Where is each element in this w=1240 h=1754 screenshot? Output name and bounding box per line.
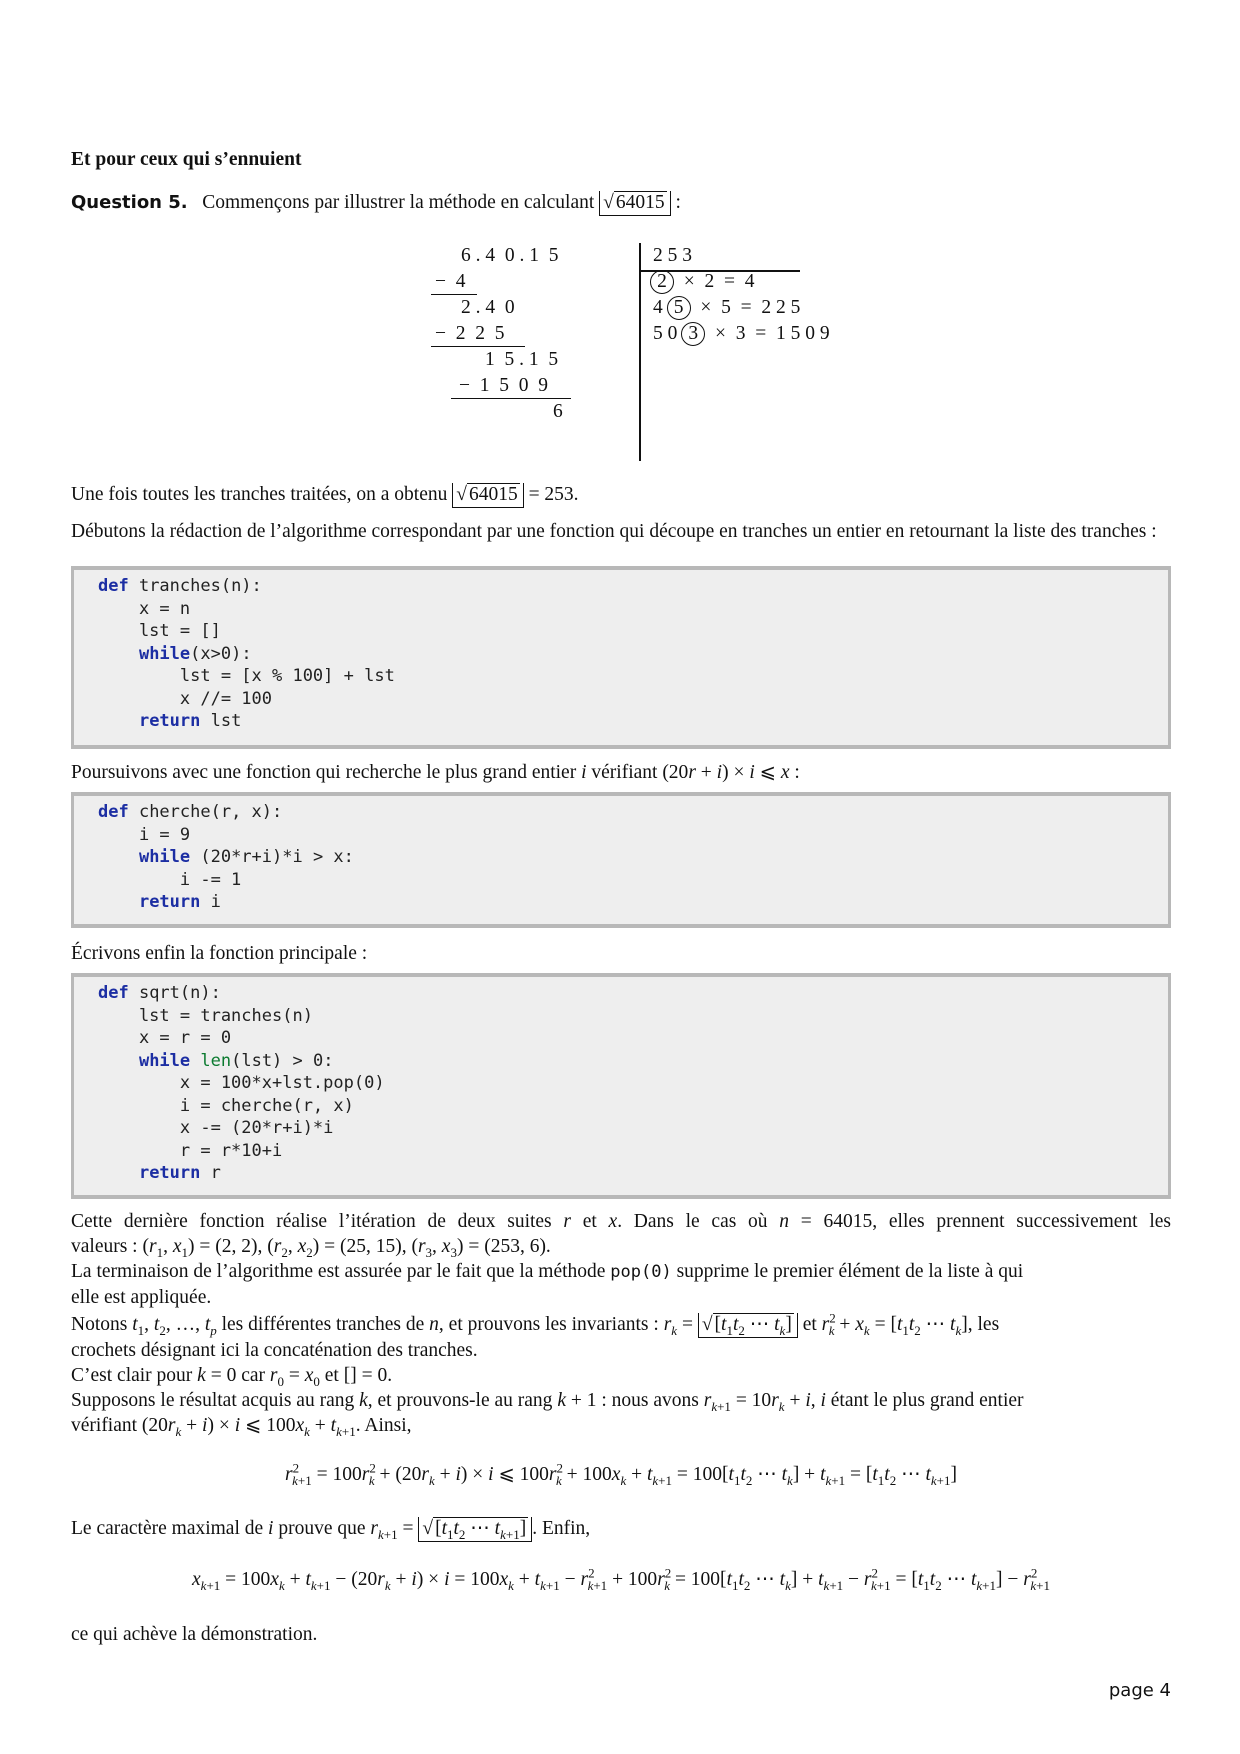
step-3: 5 0 3 × 3 = 1 5 0 9 <box>653 323 830 344</box>
row-rem2: 1 5 . 1 5 <box>485 349 559 370</box>
question-colon: : <box>675 192 681 213</box>
floor-sqrt: √ [$t_1t_2$ ⋯ $t_{k+1}$] <box>418 1517 532 1542</box>
radicand: 64015 <box>615 192 665 213</box>
proof-paragraph <box>71 1209 1171 1438</box>
vertical-rule <box>639 243 641 461</box>
para-line-1: Cette dernière fonction réalise l’itération de deux suites r et x. Dans le cas où n = 64015, elles prennent successivement les <box>71 1211 1171 1232</box>
floor-sqrt: √ 64015 <box>599 191 670 216</box>
question-text: Commençons par illustrer la méthode en calculant <box>202 192 595 213</box>
question-label: Question 5. <box>71 192 188 213</box>
code-cherche: def cherche(r, x): i = 9 while (20*r+i)*i > x: i -= 1 return i <box>98 802 354 912</box>
intro-sqrt: Écrivons enfin la fonction principale : <box>71 943 368 964</box>
circled-digit: 5 <box>667 296 691 320</box>
circled-digit: 2 <box>650 270 674 294</box>
section-title: Et pour ceux qui s’ennuient <box>71 149 302 170</box>
char-line: Le caractère maximal de i prouve que $r_{k+1}$ = √ [$t_1t_2$ ⋯ $t_{k+1}$] . Enfin, <box>71 1518 591 1542</box>
row-sub1: − 4 <box>435 271 466 292</box>
code-block-sqrt <box>71 973 1171 1199</box>
para-line-6: crochets désignant ici la concaténation des tranches. <box>71 1340 478 1361</box>
equation-x: $x_{k+1} = 100x_k + t_{k+1} - (20r_k + i) \times i = 100x_k + t_{k+1} - r^2_{k+1} + 100r^2_k = 100[t_1t_2$ ⋯ $t_k] + t_{k+1} - r^2_{k+1} = [t_1t_2$ ⋯ $t_{k+1}] - r^2_{k+1}$ <box>192 1565 1050 1593</box>
row-dividend: 6 . 4 0 . 1 5 <box>461 245 559 266</box>
row-remainder: 6 <box>553 401 563 422</box>
page <box>71 0 1171 1754</box>
step-1: 2 × 2 = 4 <box>651 269 755 294</box>
floor-sqrt: √ [$t_1t_2$ ⋯ $t_k$] <box>698 1313 798 1338</box>
para-line-4: elle est appliquée. <box>71 1287 212 1308</box>
page-number: page 4 <box>1108 1680 1171 1701</box>
floor-sqrt: √ 64015 <box>452 483 523 508</box>
code-sqrt: def sqrt(n): lst = tranches(n) x = r = 0 while len(lst) > 0: x = 100*x+lst.pop(0) i = cherche(r, x) x -= (20*r+i)*i r = r*10+i return r <box>98 983 385 1183</box>
code-block-tranches <box>71 566 1171 749</box>
para-line-7: C’est clair pour k = 0 car $r_0 = x_0$ et [] = 0. <box>71 1365 393 1389</box>
intro-tranches: Débutons la rédaction de l’algorithme correspondant par une fonction qui découpe en tranches un entier en retournant la liste des tranches : <box>71 521 1157 542</box>
step-2: 4 5 × 5 = 2 2 5 <box>653 297 801 318</box>
para-line-3: La terminaison de l’algorithme est assurée par le fait que la méthode pop(0) supprime le premier élément de la liste à qui <box>71 1261 1024 1282</box>
row-sub3: − 1 5 0 9 <box>459 375 548 396</box>
para-line-9: vérifiant $(20r_k + i) \times i$ ⩽ $100x_k + t_{k+1}$. Ainsi, <box>71 1415 412 1439</box>
question-line <box>71 190 681 216</box>
para-line-2: valeurs : ($r_1$, $x_1) = (2$, 2), ($r_2$, $x_2) = (25$, 15), ($r_3$, $x_3) = (253$, 6). <box>71 1236 551 1260</box>
conclusion: ce qui achève la démonstration. <box>71 1624 318 1645</box>
para-line-8: Supposons le résultat acquis au rang k, et prouvons-le au rang k + 1 : nous avons $r_{k+1} = 10r_k + i$, i étant le plus grand entier <box>71 1390 1024 1414</box>
code-tranches: def tranches(n): x = n lst = [] while(x>0): lst = [x % 100] + lst x //= 100 return lst <box>98 576 395 731</box>
para-line-5: Notons $t_1$, $t_2$, …, $t_p$ les différentes tranches de n, et prouvons les invariants : $r_k$ = √ [$t_1t_2$ ⋯ $t_k$] et $r^2_k + x_k = [t_1t_2$ ⋯ $t_k$], les <box>71 1310 1000 1338</box>
circled-digit: 3 <box>681 322 705 346</box>
result-line: Une fois toutes les tranches traitées, on a obtenu √ 64015 = 253. <box>71 482 579 508</box>
equation-r: $r^2_{k+1} = 100r^2_k + (20r_k + i) \times i$ ⩽ $100r^2_k + 100x_k + t_{k+1} = 100[t_1t_2$ ⋯ $t_k] + t_{k+1} = [t_1t_2$ ⋯ $t_{k+1}$] <box>285 1460 957 1488</box>
intro-cherche: Poursuivons avec une fonction qui recherche le plus grand entier i vérifiant (20r + i) × i ⩽ x : <box>71 762 800 783</box>
row-rem1: 2 . 4 0 <box>461 297 515 318</box>
code-block-cherche <box>71 792 1171 928</box>
sqrt-long-division <box>401 243 921 461</box>
row-sub2: − 2 2 5 <box>435 323 505 344</box>
result-digits: 2 5 3 <box>653 245 692 266</box>
pop-code: pop(0) <box>610 1262 672 1282</box>
